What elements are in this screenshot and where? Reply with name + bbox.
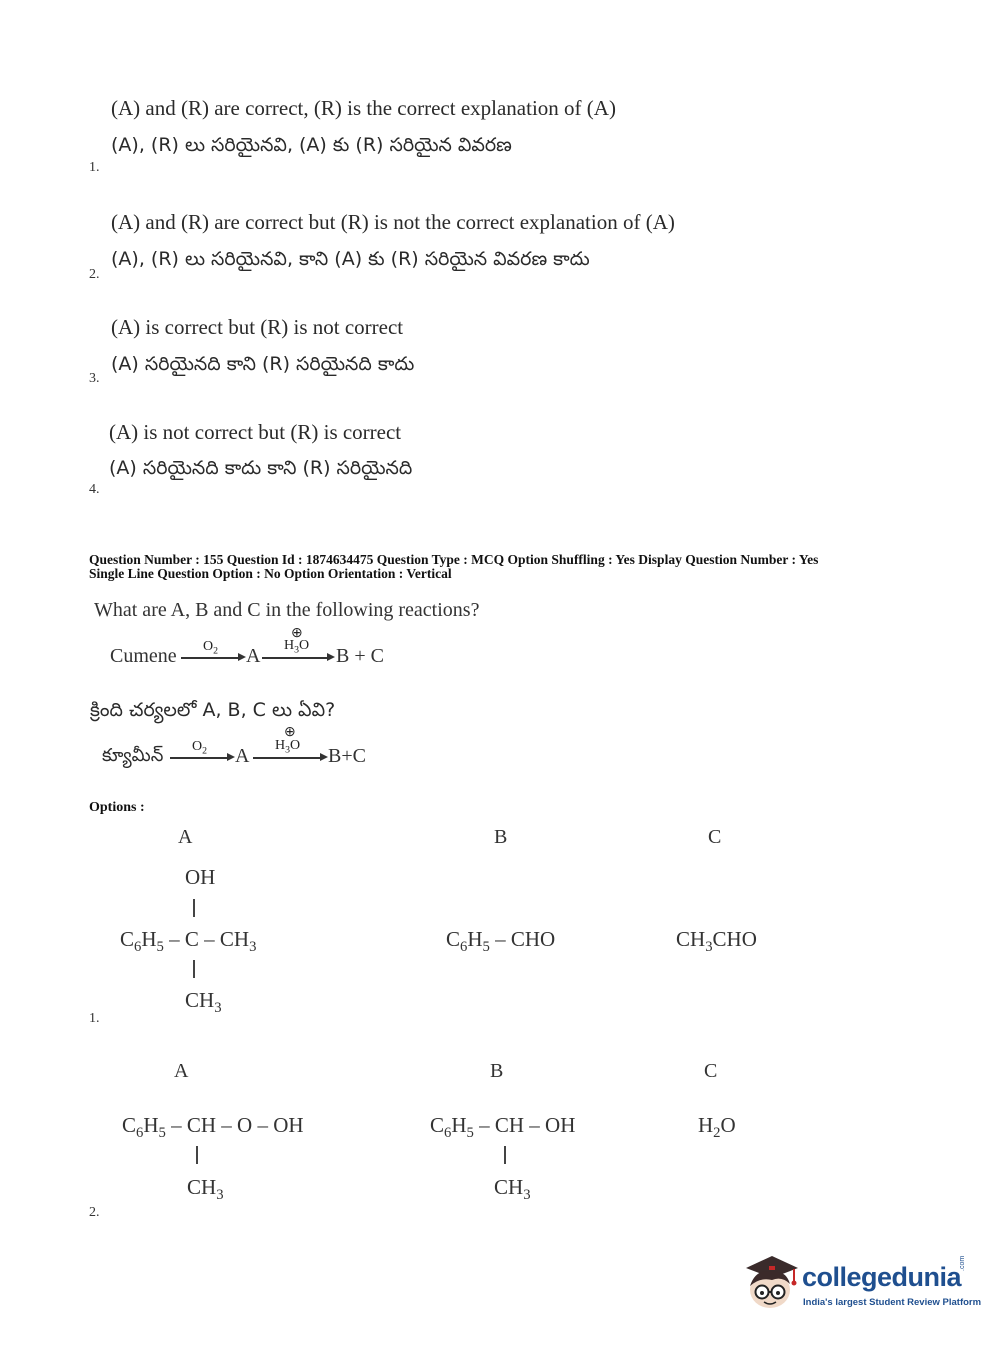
reaction-te-intermediate: A	[235, 745, 250, 767]
logo-tagline: India's largest Student Review Platform	[803, 1297, 982, 1308]
prev-option-1-en: (A) and (R) are correct, (R) is the correct explanation of (A)	[111, 96, 616, 120]
reaction-products: B + C	[336, 645, 384, 667]
option-2-c-formula: $H_2O$	[698, 1113, 736, 1142]
question-text-te: క్రింది చర్యలలో A, B, C లు ఏవి?	[90, 699, 336, 721]
reaction-arrow-2	[262, 657, 330, 659]
reaction-te-reagent-1: $O_2$	[192, 739, 208, 757]
option-2-a-bond	[196, 1146, 198, 1164]
option-1-a-bottom-group: $CH_3$	[185, 988, 222, 1017]
option-2-header-c: C	[704, 1060, 718, 1082]
prev-option-1-number: 1.	[89, 160, 100, 175]
option-1-a-main-chain: $C_6H_5$ – C – $CH_3$	[120, 927, 257, 956]
prev-option-1-te: (A), (R) లు సరియైనవి, (A) కు (R) సరియైన వివరణ	[111, 134, 512, 156]
prev-option-2-number: 2.	[89, 267, 100, 282]
reaction-te-cation-symbol: ⊕	[284, 725, 296, 740]
question-meta-line-1: Question Number : 155 Question Id : 1874634475 Question Type : MCQ Option Shuffling : Yes Display Question Number : Yes	[89, 552, 819, 567]
option-2-a-main-chain: $C_6H_5$ – CH – O – OH	[122, 1113, 304, 1142]
option-1-a-bond-bottom	[193, 960, 195, 978]
reaction-cation-symbol: ⊕	[291, 626, 303, 641]
option-2-b-bottom-group: $CH_3$	[494, 1175, 531, 1204]
reaction-reactant: Cumene	[110, 645, 177, 667]
prev-option-3-en: (A) is correct but (R) is not correct	[111, 315, 404, 339]
option-1-c-formula: $CH_3CHO$	[676, 927, 757, 956]
reaction-intermediate: A	[246, 645, 261, 667]
option-2-header-b: B	[490, 1060, 504, 1082]
reaction-reagent-1: $O_2$	[203, 639, 219, 657]
logo-brand-text: collegedunia	[802, 1262, 962, 1292]
prev-option-2-te: (A), (R) లు సరియైనవి, కాని (A) కు (R) సరియైన వివరణ కాదు	[111, 248, 590, 270]
mascot-icon	[742, 1250, 802, 1312]
prev-option-4-en: (A) is not correct but (R) is correct	[109, 420, 402, 444]
option-2-b-main-chain: $C_6H_5$ – CH – OH	[430, 1113, 576, 1142]
reaction-te-arrow-2	[253, 757, 323, 759]
reaction-arrow-2-head	[327, 653, 335, 661]
reaction-te-arrow-1-head	[227, 753, 235, 761]
prev-option-3-te: (A) సరియైనది కాని (R) సరియైనది కాదు	[111, 353, 415, 375]
reaction-te-products: B+C	[328, 745, 366, 767]
option-2-number: 2.	[89, 1205, 100, 1220]
option-1-number: 1.	[89, 1011, 100, 1026]
prev-option-4-number: 4.	[89, 482, 100, 497]
option-1-a-top-group: OH	[185, 865, 216, 889]
option-1-header-a: A	[178, 826, 193, 848]
prev-option-3-number: 3.	[89, 371, 100, 386]
logo-com-text: .com	[959, 1255, 966, 1271]
reaction-te-arrow-1	[170, 757, 230, 759]
option-2-a-bottom-group: $CH_3$	[187, 1175, 224, 1204]
reaction-te-reagent-2: $H_3O$	[275, 738, 301, 756]
prev-option-2-en: (A) and (R) are correct but (R) is not the correct explanation of (A)	[111, 210, 675, 234]
option-1-a-bond-top	[193, 899, 195, 917]
reaction-te-reactant: క్యూమీన్	[102, 745, 164, 766]
reaction-arrow-1	[181, 657, 241, 659]
collegedunia-logo[interactable]	[742, 1250, 982, 1320]
reaction-te-arrow-2-head	[320, 753, 328, 761]
option-2-header-a: A	[174, 1060, 189, 1082]
question-text-en: What are A, B and C in the following reactions?	[94, 599, 480, 621]
reaction-arrow-1-head	[238, 653, 246, 661]
prev-option-4-te: (A) సరియైనది కాదు కాని (R) సరియైనది	[109, 457, 413, 479]
reaction-reagent-2: $H_3O$	[284, 638, 310, 656]
options-label: Options :	[89, 800, 145, 815]
question-meta-line-2: Single Line Question Option : No Option Orientation : Vertical	[89, 566, 452, 581]
option-1-header-c: C	[708, 826, 722, 848]
option-2-b-bond	[504, 1146, 506, 1164]
option-1-header-b: B	[494, 826, 508, 848]
option-1-b-formula: $C_6H_5$ – CHO	[446, 927, 556, 956]
